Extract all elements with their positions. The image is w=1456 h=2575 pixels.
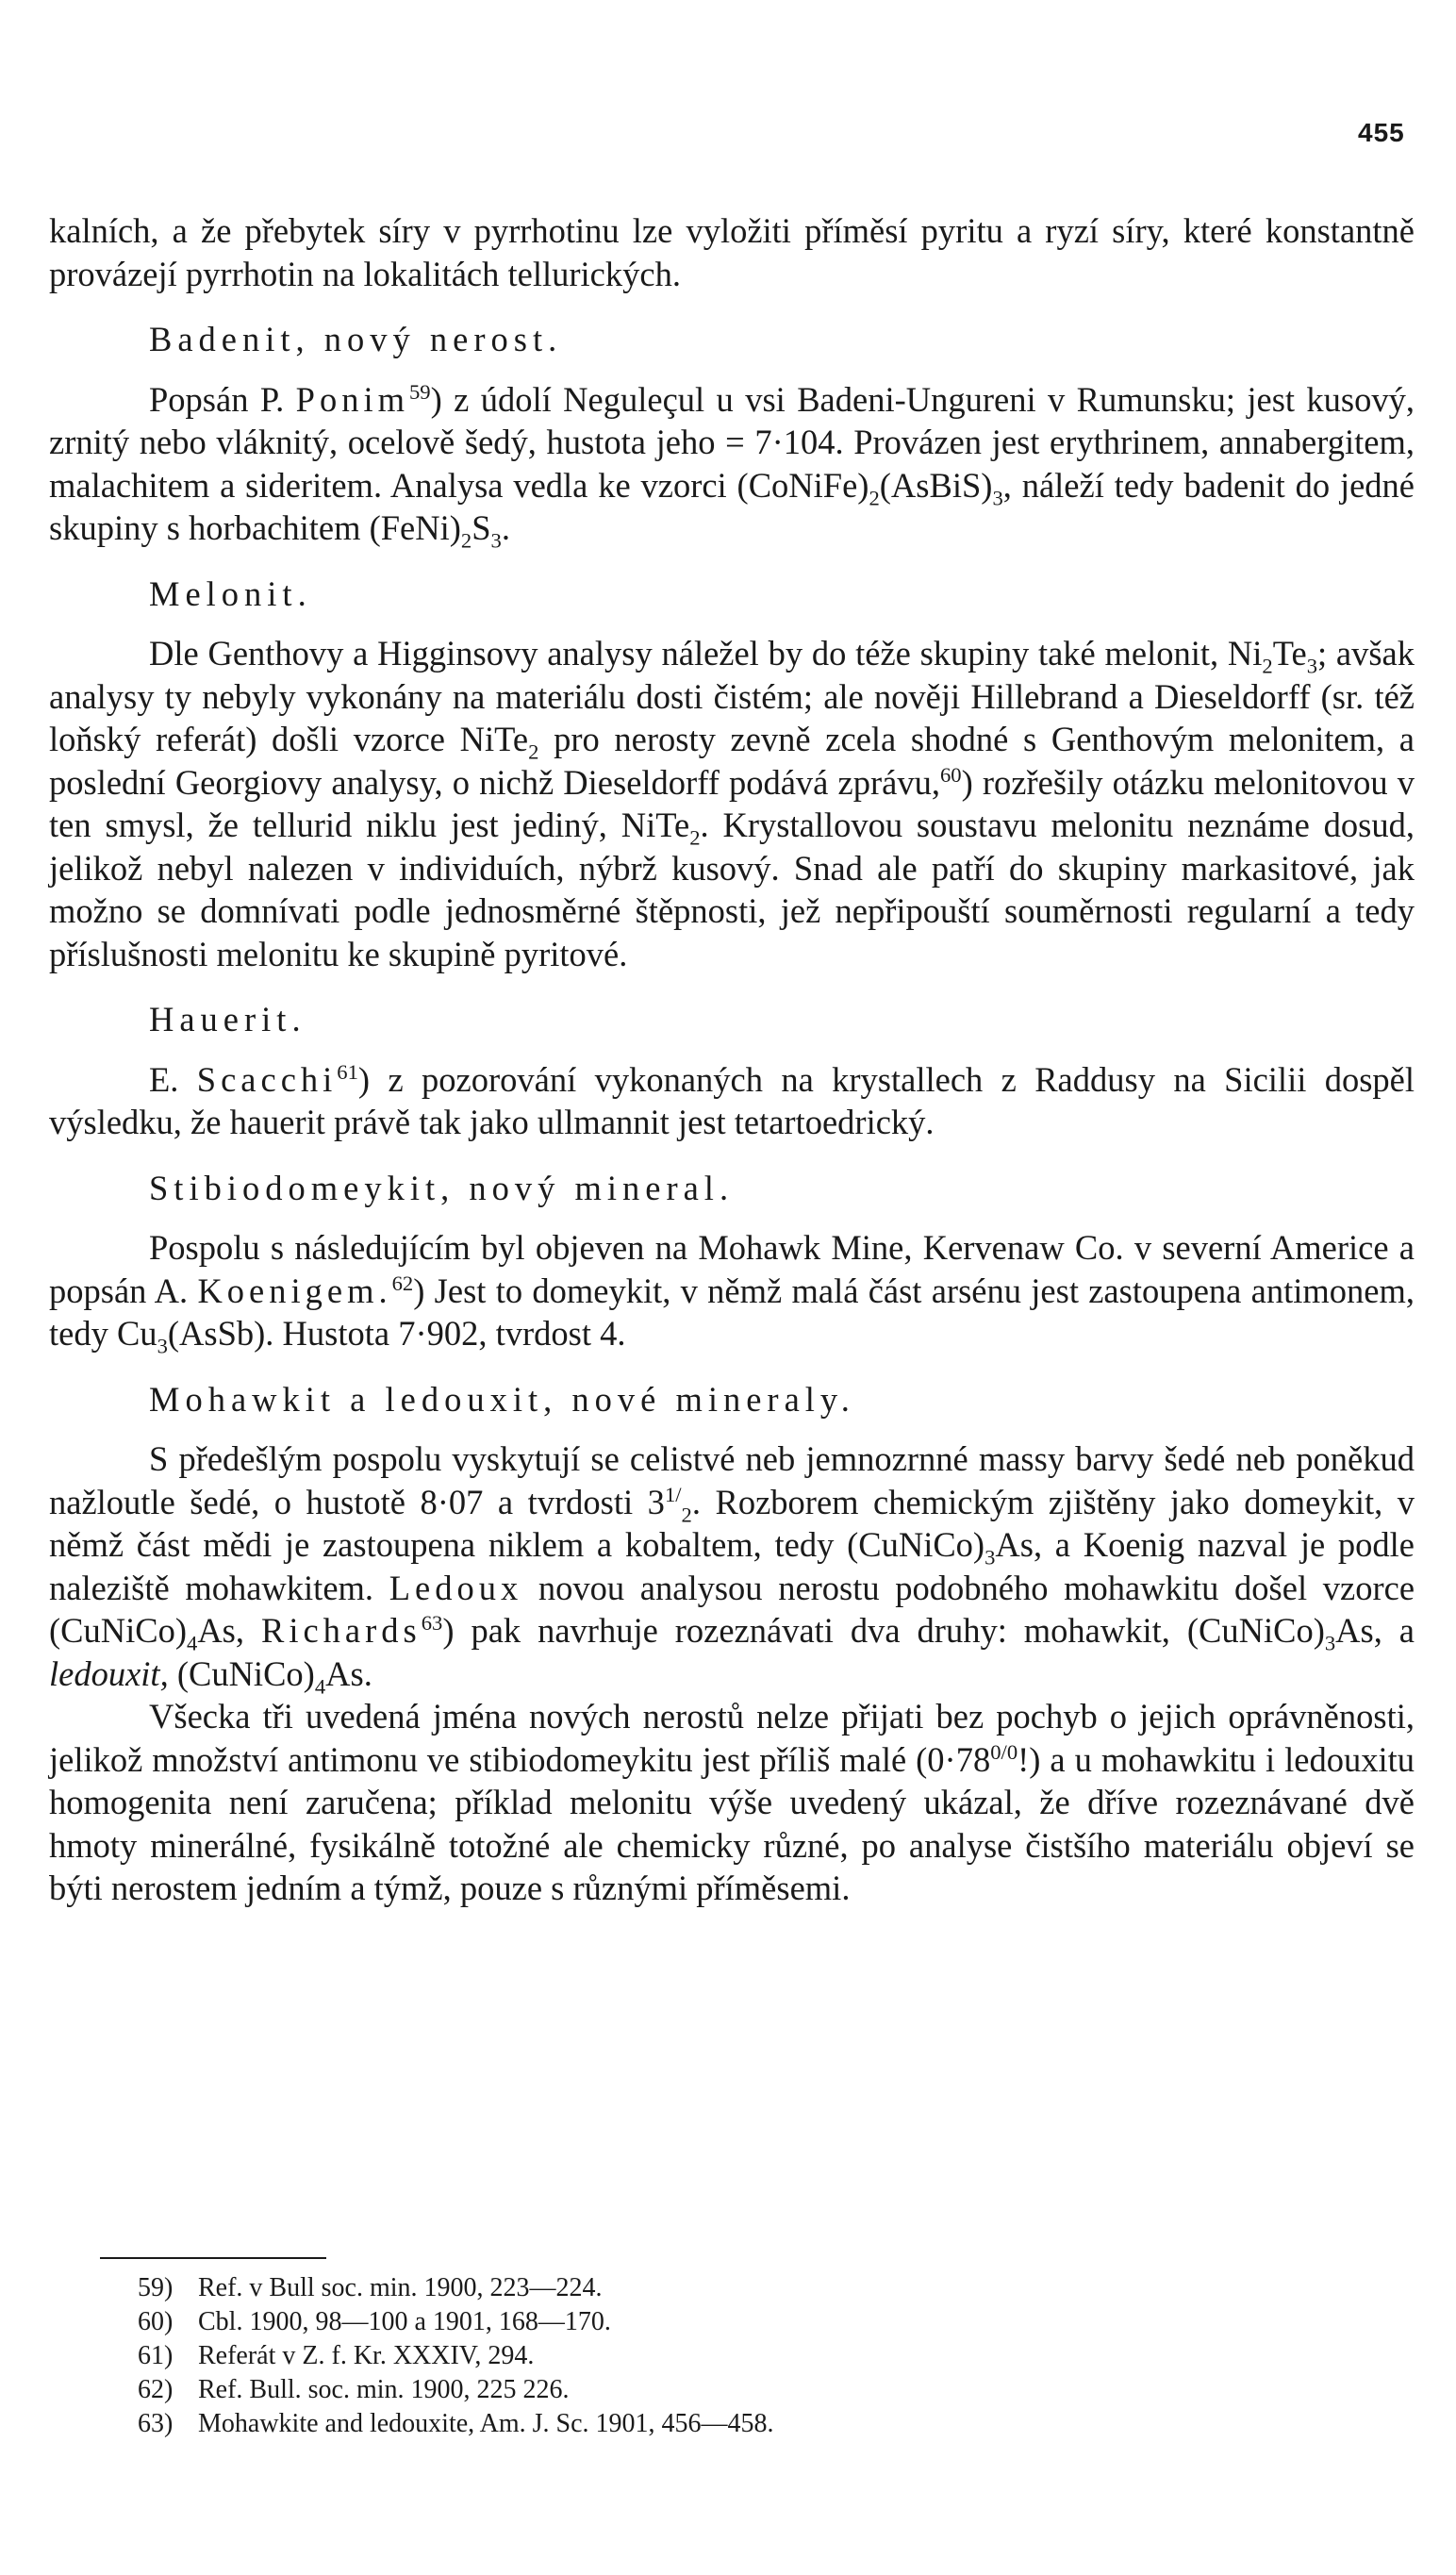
body-text — [49, 209, 1415, 1910]
heading-stibiodomeykit: Stibiodomeykit, nový mineral. — [149, 1168, 735, 1207]
paragraph-mohawkit: S předešlým pospolu vyskytují se celistvé neb jemnozrnné massy barvy šedé neb poněkud nažloutle šedé, o hustotě 8·07 a tvrdosti $3^{1/}_2$. Rozborem chemickým zjištěny jako domeykit, v němž část mědi je zastoupena niklem a kobaltem, tedy $(CuNiCo)_3As$, a Koenig nazval je podle naleziště mohawkitem. Ledoux novou analysou nerostu podobného mohawkitu došel vzorce $(CuNiCo)_4As$, Richards$^{63}$) pak navrhuje rozeznávati dva druhy: mohawkit, $(CuNiCo)_3As$, a ledouxit, $(CuNiCo)_4As$. — [49, 1439, 1415, 1698]
footnote-ref-60: 60 — [939, 762, 962, 787]
footnote-ref-61: 61 — [337, 1059, 358, 1084]
heading-mohawkit: Mohawkit a ledouxit, nové mineraly. — [149, 1379, 855, 1419]
term-ledouxit: ledouxit, — [49, 1653, 169, 1693]
footnote: 61) Referát v Z. f. Kr. XXXIV, 294. — [138, 2341, 535, 2370]
heading-hauerit: Hauerit. — [149, 1000, 306, 1038]
paragraph-conclusion: Všecka tři uvedená jména nových nerostů nelze přijati bez pochyb o jejich oprávněnosti, jelikož množství antimonu ve stibiodomeykitu jest příliš malé $(0\cdot 78^{0/0}!)$ a u mohawkitu i ledouxitu homogenita není zaručena; příklad melonitu výše uvedený ukázal, že dříve rozeznávané dvě hmoty minerálné, fysikálně totožné ale chemicky různé, po analyse čistšího materiálu objeví se býti nerostem jedním a týmž, pouze s různými příměsemi. — [49, 1697, 1415, 1907]
author-ponim: Ponim — [295, 379, 409, 419]
footnote: 59) Ref. v Bull soc. min. 1900, 223—224. — [138, 2273, 603, 2302]
paragraph-melonit: Dle Genthovy a Higginsovy analysy náležel by do téže skupiny také melonit, $Ni_2Te_3$; avšak analysy ty nebyly vykonány na materiálu dosti čistém; ale nověji Hillebrand a Dieseldorff (sr. též loňský referát) došli vzorce NiTe$_2$ pro nerosty zevně zcela shodné s Genthovým melonitem, a poslední Georgiovy analysy, o nichž Dieseldorff podává zprávu,$^{60}$) rozřešily otázku melonitovou v ten smysl, že tellurid niklu jest jediný, NiTe$_2$. Krystallovou soustavu melonitu neznáme dosud, jelikož nebyl nalezen v individuích, nýbrž kusový. Snad ale patří do skupiny markasitové, jak možno se domnívati podle jednosměrné štěpnosti, jež nepřipouští souměrnosti regularní a tedy příslušnosti melonitu ke skupině pyritové. — [49, 634, 1415, 973]
footnote-ref-59: 59 — [408, 379, 431, 404]
page-number: 455 — [1358, 118, 1405, 147]
paragraph-pyrrhotin: kalních, a že přebytek síry v pyrrhotinu lze vyložiti příměsí pyritu a ryzí síry, které konstantně provázejí pyrrhotin na lokalitách tellurických. — [49, 211, 1415, 293]
percent-sign: 0/0 — [990, 1739, 1018, 1764]
footnote-divider — [100, 2257, 326, 2259]
heading-badenit: Badenit, nový nerost. — [149, 320, 563, 358]
footnote: 62) Ref. Bull. soc. min. 1900, 225 226. — [138, 2375, 570, 2404]
author-ledoux: Ledoux — [389, 1568, 523, 1607]
paragraph-stibiodomeykit: Pospolu s následujícím byl objeven na Mohawk Mine, Kervenaw Co. v severní Americe a popsán A. Koenigem.$^{62}$) Jest to domeykit, v němž malá část arsénu jest zastoupena antimonem, tedy $Cu_3(AsSb)$. Hustota 7·902, tvrdost 4. — [49, 1228, 1415, 1358]
paragraph-badenit: Popsán P. Ponim$^{59}$) z údolí Neguleçul u vsi Badeni-Ungureni v Rumunsku; jest kusový, zrnitý nebo vláknitý, ocelově šedý, hustota jeho = 7·104. Provázen jest erythrinem, annabergitem, malachitem a sideritem. Analysa vedla ke vzorci $(CoNiFe)_2(AsBiS)_3$, náleží tedy badenit do jedné skupiny s horbachitem $(FeNi)_2S_3$. — [49, 379, 1415, 553]
footnotes — [138, 2271, 774, 2441]
footnote: 60) Cbl. 1900, 98—100 a 1901, 168—170. — [138, 2307, 611, 2336]
footnote-ref-62: 62 — [391, 1271, 414, 1295]
author-koenig: Koenigem. — [197, 1271, 392, 1310]
heading-melonit: Melonit. — [149, 573, 312, 613]
footnote-ref-63: 63 — [421, 1610, 443, 1635]
paragraph-hauerit: E. Scacchi$^{61}$) z pozorování vykonaných na krystallech z Raddusy na Sicilii dospěl výsledku, že hauerit právě tak jako ullmannit jest tetartoedrický. — [49, 1059, 1415, 1141]
author-scacchi: Scacchi — [196, 1059, 338, 1099]
fraction-half: 1/ — [664, 1482, 682, 1506]
footnote: 63) Mohawkite and ledouxite, Am. J. Sc. 1901, 456—458. — [138, 2409, 774, 2438]
author-richards: Richards — [260, 1611, 422, 1650]
